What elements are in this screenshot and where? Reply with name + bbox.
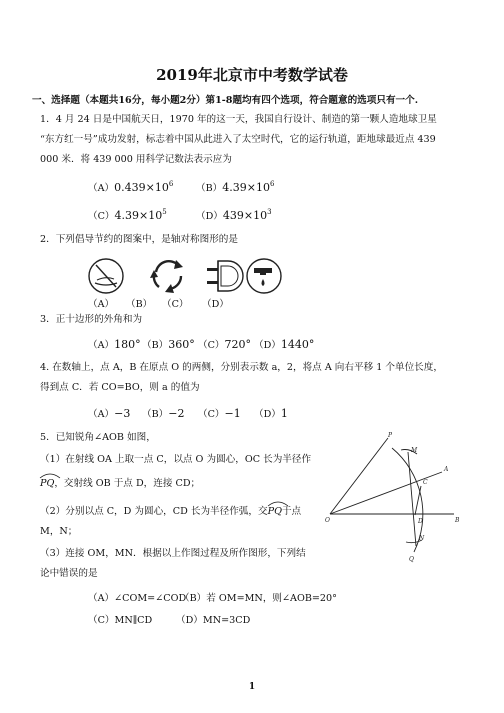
water-tap-symbol-icon[interactable] — [247, 259, 281, 293]
arc-pq: PQ — [40, 474, 54, 494]
q1-option-b[interactable]: $(B)4.39\times 10^6$ — [196, 180, 275, 194]
q4-option-d[interactable]: （D）1 — [254, 407, 288, 420]
q4-line2: 得到点 C．若 CO=BO，则 a 的值为 — [40, 382, 200, 393]
q2-label-c: （C） — [162, 299, 189, 310]
segment-mn — [408, 452, 416, 546]
label-c: C — [423, 479, 428, 486]
q5-option-c[interactable]: （C）MN∥CD — [88, 615, 153, 626]
q3-option-a[interactable]: （A）180° — [88, 338, 141, 351]
q5-step3: （3）连接 OM，MN．根据以上作图过程及所作图形，下列结 — [40, 548, 306, 559]
q4-option-c[interactable]: （C）−1 — [198, 407, 241, 420]
q5-option-a[interactable]: （A）∠COM=∠COD — [88, 593, 187, 604]
q1-line3: 000 米．将 439 000 用科学记数法表示应为 — [40, 154, 232, 165]
q4-option-a[interactable]: （A）−3 — [88, 407, 131, 420]
q3-stem: 3．正十边形的外角和为 — [40, 314, 143, 325]
q5-step1: （1）在射线 OA 上取一点 C，以点 O 为圆心，OC 长为半径作 — [40, 454, 312, 465]
q5-option-b[interactable]: （B）若 OM=MN，则∠AOB=20° — [180, 593, 337, 604]
arc-accent-icon — [39, 471, 61, 479]
power-plug-symbol-icon[interactable] — [207, 261, 243, 291]
q2-label-b: （B） — [126, 299, 153, 310]
label-p: P — [388, 432, 393, 439]
q1-option-a[interactable]: $(A)0.439\times 10^6$ — [88, 180, 174, 194]
q2-label-a: （A） — [88, 299, 115, 310]
arc-pq-2: PQ — [268, 502, 282, 522]
save-food-symbol-icon[interactable] — [89, 259, 123, 293]
section-heading: 一、选择题（本题共16分，每小题2分）第1-8题均有四个选项，符合题意的选项只有一个. — [32, 95, 419, 106]
label-q: Q — [409, 556, 414, 563]
page-number: 1 — [248, 682, 256, 692]
label-o: O — [325, 517, 330, 524]
ray-om — [330, 438, 388, 514]
q3-option-c[interactable]: （C）720° — [198, 338, 252, 351]
q3-option-b[interactable]: （B）360° — [142, 338, 195, 351]
label-n: N — [419, 535, 425, 542]
q3-option-d[interactable]: （D）1440° — [254, 338, 315, 351]
label-d: D — [418, 518, 423, 525]
q2-figures — [86, 256, 286, 300]
q2-stem: 2．下列倡导节约的图案中，是轴对称图形的是 — [40, 234, 238, 245]
q5-option-d[interactable]: （D）MN=3CD — [176, 615, 251, 626]
q5-step3-cont: 论中错误的是 — [40, 568, 98, 579]
q1-option-d[interactable]: $(D)439\times 10^3$ — [196, 208, 272, 222]
q5-angle-figure — [322, 432, 466, 570]
q1-line2: “东方红一号”成功发射，标志着中国从此进入了太空时代，它的运行轨道，距地球最近点 439 — [40, 134, 436, 145]
q1-line1: 1．4 月 24 日是中国航天日，1970 年的这一天，我国自行设计、制造的第一颗人造地球卫星 — [40, 114, 437, 125]
arc-accent-icon — [267, 499, 289, 507]
label-a: A — [444, 466, 449, 473]
recycle-symbol-icon[interactable] — [150, 260, 183, 293]
q5-stem: 5．已知锐角∠AOB 如图， — [40, 432, 156, 443]
page-title: 2019年北京市中考数学试卷 — [156, 66, 348, 84]
label-m: M — [411, 447, 418, 454]
q1-option-c[interactable]: $(C)4.39\times 10^5$ — [88, 208, 167, 222]
label-b: B — [455, 517, 460, 524]
q4-line1: 4. 在数轴上，点 A，B 在原点 O 的两侧，分别表示数 a，2，将点 A 向右平移 1 个单位长度， — [40, 362, 443, 373]
q5-step2: （2）分别以点 C，D 为圆心，CD 长为半径作弧，交 PQ于点 — [40, 502, 301, 522]
q5-step2-cont: M，N； — [40, 526, 78, 537]
q5-step1-cont: PQ，交射线 OB 于点 D，连接 CD； — [40, 474, 200, 494]
q2-label-d: （D） — [202, 299, 229, 310]
segment-cd — [415, 486, 421, 515]
q4-option-b[interactable]: （B）−2 — [142, 407, 185, 420]
